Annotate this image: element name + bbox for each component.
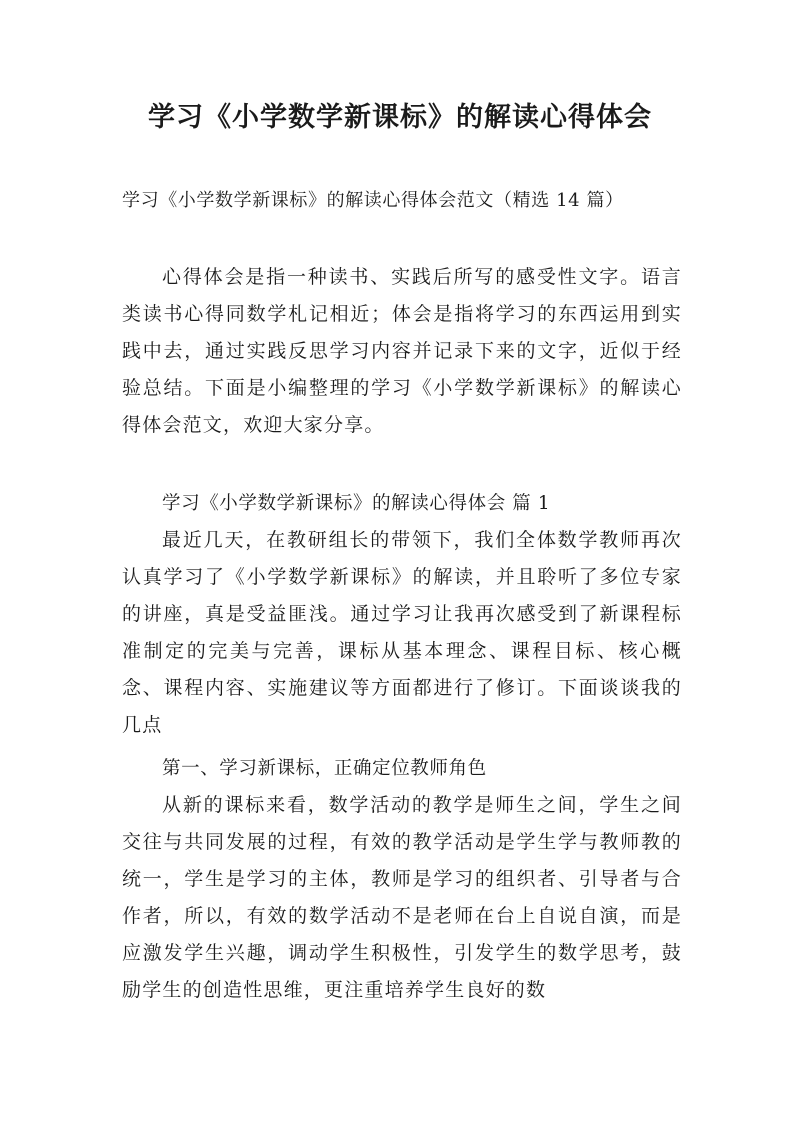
point-1-heading: 第一、学习新课标，正确定位教师角色 <box>162 758 487 779</box>
document-title: 学习《小学数学新课标》的解读心得体会 <box>148 102 652 133</box>
document-subtitle: 学习《小学数学新课标》的解读心得体会范文（精选 14 篇） <box>122 190 624 211</box>
section-1-paragraph: 最近几天，在教研组长的带领下，我们全体数学教师再次认真学习了《小学数学新课标》的解读，并且聆听了多位专家的讲座，真是受益匪浅。通过学习让我再次感受到了新课程标准制定的完美与完善，课标从基本理念、课程目标、核心概念、课程内容、实施建议等方面都进行了修订。下面谈谈我的几点 <box>122 529 682 736</box>
intro-paragraph: 心得体会是指一种读书、实践后所写的感受性文字。语言类读书心得同数学札记相近；体会是指将学习的东西运用到实践中去，通过实践反思学习内容并记录下来的文字，近似于经验总结。下面是小编整理的学习《小学数学新课标》的解读心得体会范文，欢迎大家分享。 <box>122 266 682 436</box>
point-1-paragraph: 从新的课标来看，数学活动的教学是师生之间，学生之间交往与共同发展的过程，有效的教学活动是学生学与教师教的统一，学生是学习的主体，教师是学习的组织者、引导者与合作者，所以，有效的数学活动不是老师在台上自说自演，而是应激发学生兴趣，调动学生积极性，引发学生的数学思考，鼓励学生的创造性思维，更注重培养学生良好的数 <box>122 794 682 1001</box>
section-1-heading: 学习《小学数学新课标》的解读心得体会 篇 1 <box>162 493 551 514</box>
